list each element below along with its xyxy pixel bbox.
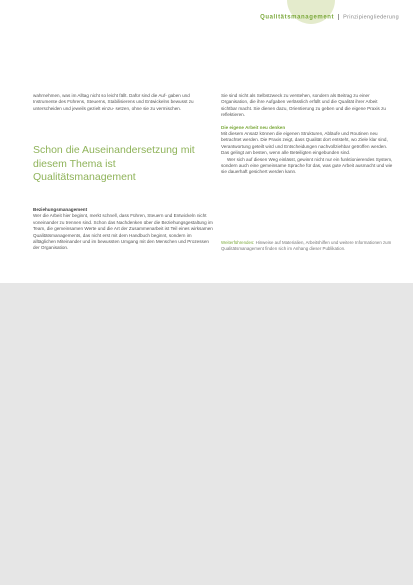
left-intro-paragraph: wahrnehmen, was im Alltag nicht so leicht fällt. Dafür sind die Auf- gaben und Instrumente des Führens, Steuerns, Stabilisierens und Entwickelns bewusst zu unterscheiden und jeweils gezielt einzu- setzen, ohne sie zu vermischen.: [33, 93, 194, 111]
document-page: [0, 0, 413, 283]
left-body-paragraph: Wer die Arbeit hier beginnt, merkt schnell, dass Führen, Steuern und Entwickeln nicht voneinander zu trennen sind. Schon das Nachdenken über die Beziehungsgestaltung im Team, die gemeinsamen Werte und die Art der Zusammenarbeit ist Teil eines wirksamen Qualitätsmanagements, das nicht erst mit dem Handbuch beginnt, sondern im alltäglichen Miteinander und im bewussten Umgang mit den Menschen und Prozessen der Organisation.: [33, 213, 213, 251]
section-heading: Schon die Auseinandersetzung mit diesem Thema ist Qualitätsmanagement: [33, 144, 195, 183]
right-intro-paragraph: Sie sind nicht als Selbstzweck zu verstehen, sondern als Beitrag zu einer Organisation, die ihre Aufgaben verlässlich erfüllt und die Qualität ihrer Arbeit sichtbar macht. Sie dienen dazu, Orientierung zu geben und die eigene Praxis zu reflektieren.: [221, 93, 386, 118]
running-header: [260, 14, 399, 21]
header-subsection: Prinzipiengliederung: [343, 14, 399, 21]
note-text: Hinweise auf Materialien, Arbeitshilfen und weitere Informationen zum Qualitätsmanagement finden sich im Anhang dieser Publikation.: [221, 240, 392, 252]
header-separator: [338, 14, 339, 20]
right-body-paragraph-2: Wer sich auf diesen Weg einlässt, gewinnt nicht nur ein funktionierendes System, sondern auch eine gemeinsame Sprache für das, was gute Arbeit ausmacht und wie sie dauerhaft gesichert werden kann.: [221, 156, 393, 175]
note-lead: Weiterführendes:: [221, 240, 255, 245]
left-subheading: Beziehungsmanagement: [33, 207, 88, 212]
right-body-paragraph: Mit diesem Ansatz können die eigenen Strukturen, Abläufe und Routinen neu betrachtet werden. Die Praxis zeigt, dass Qualität dort entsteht, wo Ziele klar sind, Verantwortung geteilt wird und Entscheidungen nachvollziehbar getroffen werden. Das gelingt am besten, wenn alle Beteiligten eingebunden sind.: [221, 131, 388, 156]
left-column: [33, 93, 213, 112]
header-section: Qualitätsmanagement: [260, 14, 335, 21]
footnote-box: [221, 240, 393, 253]
left-lower-text: [33, 207, 213, 252]
right-subheading: Die eigene Arbeit neu denken: [221, 124, 286, 130]
right-column: [221, 93, 393, 176]
